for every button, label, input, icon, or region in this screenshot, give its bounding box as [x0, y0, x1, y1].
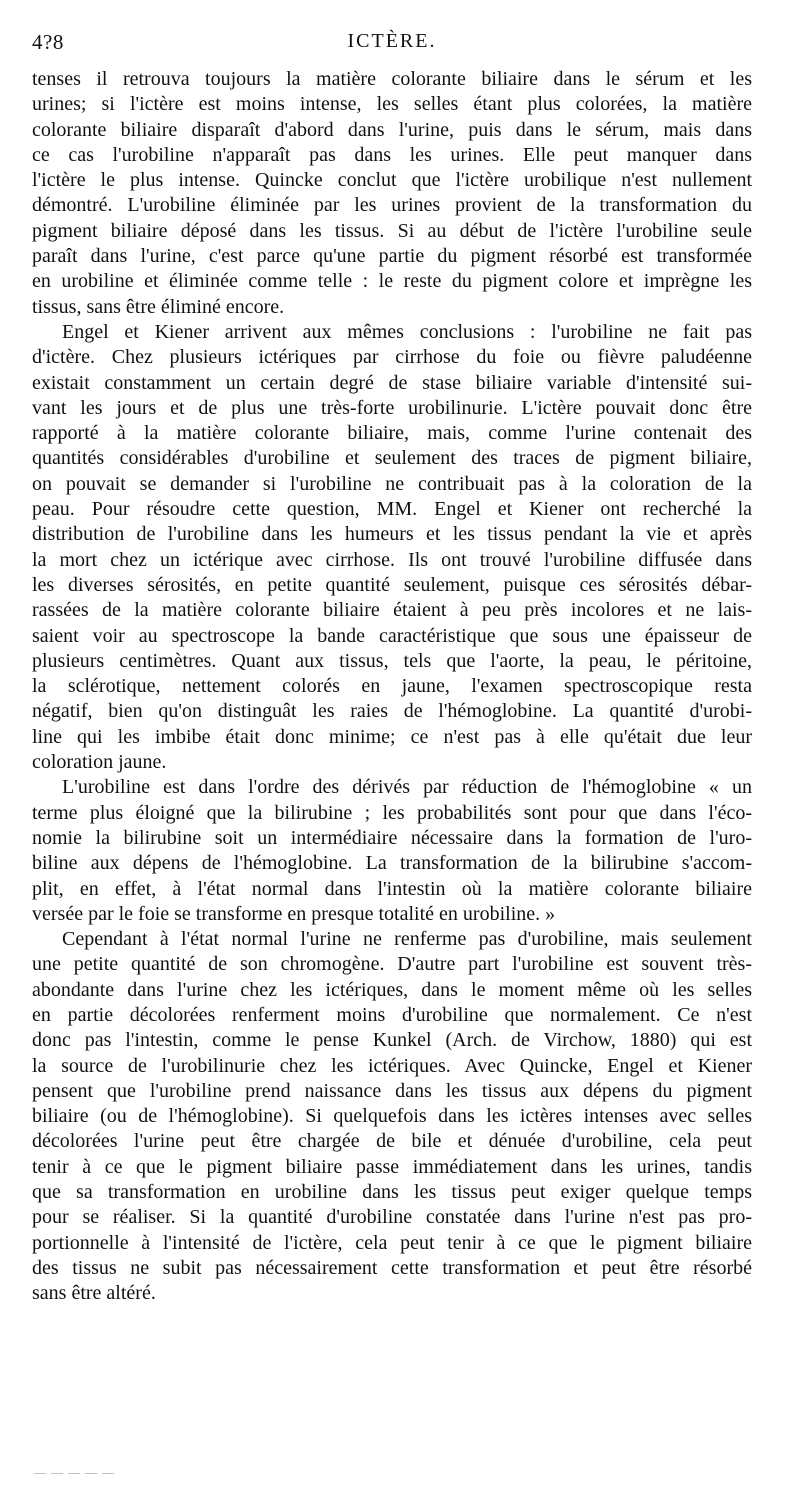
text-line: line qui les imbibe était donc minime; ce n'est pas à elle qu'était due leur: [32, 725, 752, 748]
text-line: Engel et Kiener arrivent aux mêmes conclusions : l'urobiline ne fait pas: [62, 320, 752, 343]
text-line: abondante dans l'urine chez les ictériques, dans le moment même où les selles: [32, 978, 752, 1001]
text-line: pigment biliaire déposé dans les tissus. Si au début de l'ictère l'urobiline seule: [32, 219, 752, 242]
text-line: portionnelle à l'intensité de l'ictère, cela peut tenir à ce que le pigment biliaire: [32, 1231, 752, 1254]
text-line: les diverses sérosités, en petite quantité seulement, puisque ces sérosités débar-: [32, 573, 752, 596]
text-line: biline aux dépens de l'hémoglobine. La transformation de la bilirubine s'accom-: [32, 852, 752, 875]
text-line: rapporté à la matière colorante biliaire, mais, comme l'urine contenait des: [32, 422, 752, 445]
text-line: nomie la bilirubine soit un intermédiaire nécessaire dans la formation de l'uro-: [32, 826, 752, 849]
text-line: L'urobiline est dans l'ordre des dérivés par réduction de l'hémoglobine « un: [62, 776, 752, 799]
text-line: la sclérotique, nettement colorés en jaune, l'examen spectroscopique resta: [32, 675, 752, 698]
text-line: en partie décolorées renferment moins d'urobiline que normalement. Ce n'est: [32, 1003, 752, 1026]
text-line: terme plus éloigné que la bilirubine ; les probabilités sont pour que dans l'éco-: [32, 801, 752, 824]
text-line: l'ictère le plus intense. Quincke conclut que l'ictère urobilique n'est nullement: [32, 169, 752, 192]
body-text: [32, 67, 752, 1307]
footer-smudge: — — — — —: [34, 1465, 115, 1479]
text-line: décolorées l'urine peut être chargée de bile et dénuée d'urobiline, cela peut: [32, 1130, 752, 1153]
text-line: peau. Pour résoudre cette question, MM. Engel et Kiener ont recherché la: [32, 498, 752, 521]
text-line: on pouvait se demander si l'urobiline ne contribuait pas à la coloration de la: [32, 472, 752, 495]
text-line: saient voir au spectroscope la bande caractéristique que sous une épaisseur de: [32, 624, 752, 647]
paragraph: [32, 67, 752, 320]
paragraph: [32, 320, 752, 775]
text-line: tenir à ce que le pigment biliaire passe immédiatement dans les urines, tandis: [32, 1155, 752, 1178]
text-line: distribution de l'urobiline dans les humeurs et les tissus pendant la vie et après: [32, 523, 752, 546]
text-line: sans être altéré.: [32, 1282, 156, 1305]
text-line: tenses il retrouva toujours la matière colorante biliaire dans le sérum et les: [32, 68, 752, 90]
text-line: pensent que l'urobiline prend naissance dans les tissus aux dépens du pigment: [32, 1079, 752, 1102]
text-line: rassées de la matière colorante biliaire étaient à peu près incolores et ne lais-: [32, 599, 752, 622]
text-line: Cependant à l'état normal l'urine ne renferme pas d'urobiline, mais seulement: [62, 928, 752, 951]
text-line: des tissus ne subit pas nécessairement cette transformation et peut être résorbé: [32, 1256, 752, 1279]
paragraph: [32, 927, 752, 1306]
page-number: 4?8: [32, 30, 64, 54]
text-line: versée par le foie se transforme en presque totalité en urobiline. »: [32, 902, 556, 925]
text-line: que sa transformation en urobiline dans les tissus peut exiger quelque temps: [32, 1181, 752, 1204]
text-line: plit, en effet, à l'état normal dans l'intestin où la matière colorante biliaire: [32, 877, 752, 900]
text-line: paraît dans l'urine, c'est parce qu'une partie du pigment résorbé est transformée: [32, 245, 752, 268]
text-line: colorante biliaire disparaît d'abord dans l'urine, puis dans le sérum, mais dans: [32, 118, 752, 141]
text-line: donc pas l'intestin, comme le pense Kunkel (Arch. de Virchow, 1880) qui est: [32, 1029, 752, 1052]
text-line: pour se réaliser. Si la quantité d'urobiline constatée dans l'urine n'est pas pro-: [32, 1206, 752, 1229]
text-line: d'ictère. Chez plusieurs ictériques par cirrhose du foie ou fièvre paludéenne: [32, 346, 752, 369]
paragraph: [32, 775, 752, 927]
text-line: la mort chez un ictérique avec cirrhose. Ils ont trouvé l'urobiline diffusée dans: [32, 548, 752, 571]
page-header: [32, 30, 752, 60]
text-line: biliaire (ou de l'hémoglobine). Si quelquefois dans les ictères intenses avec selles: [32, 1105, 752, 1128]
text-line: coloration jaune.: [32, 751, 167, 774]
text-line: vant les jours et de plus une très-forte urobilinurie. L'ictère pouvait donc être: [32, 396, 752, 419]
text-line: démontré. L'urobiline éliminée par les urines provient de la transformation du: [32, 194, 752, 217]
running-title: ICTÈRE.: [347, 30, 437, 52]
text-line: quantités considérables d'urobiline et seulement des traces de pigment biliaire,: [32, 447, 752, 470]
text-line: ce cas l'urobiline n'apparaît pas dans les urines. Elle peut manquer dans: [32, 143, 752, 166]
text-line: une petite quantité de son chromogène. D'autre part l'urobiline est souvent très-: [32, 953, 752, 976]
text-line: plusieurs centimètres. Quant aux tissus, tels que l'aorte, la peau, le péritoine,: [32, 649, 752, 672]
text-line: existait constamment un certain degré de stase biliaire variable d'intensité sui-: [32, 371, 752, 394]
text-line: négatif, bien qu'on distinguât les raies de l'hémoglobine. La quantité d'urobi-: [32, 700, 752, 723]
text-line: tissus, sans être éliminé encore.: [32, 295, 285, 318]
text-line: en urobiline et éliminée comme telle : le reste du pigment colore et imprègne les: [32, 270, 752, 293]
text-line: urines; si l'ictère est moins intense, les selles étant plus colorées, la matière: [32, 93, 752, 116]
text-line: la source de l'urobilinurie chez les ictériques. Avec Quincke, Engel et Kiener: [32, 1054, 752, 1077]
